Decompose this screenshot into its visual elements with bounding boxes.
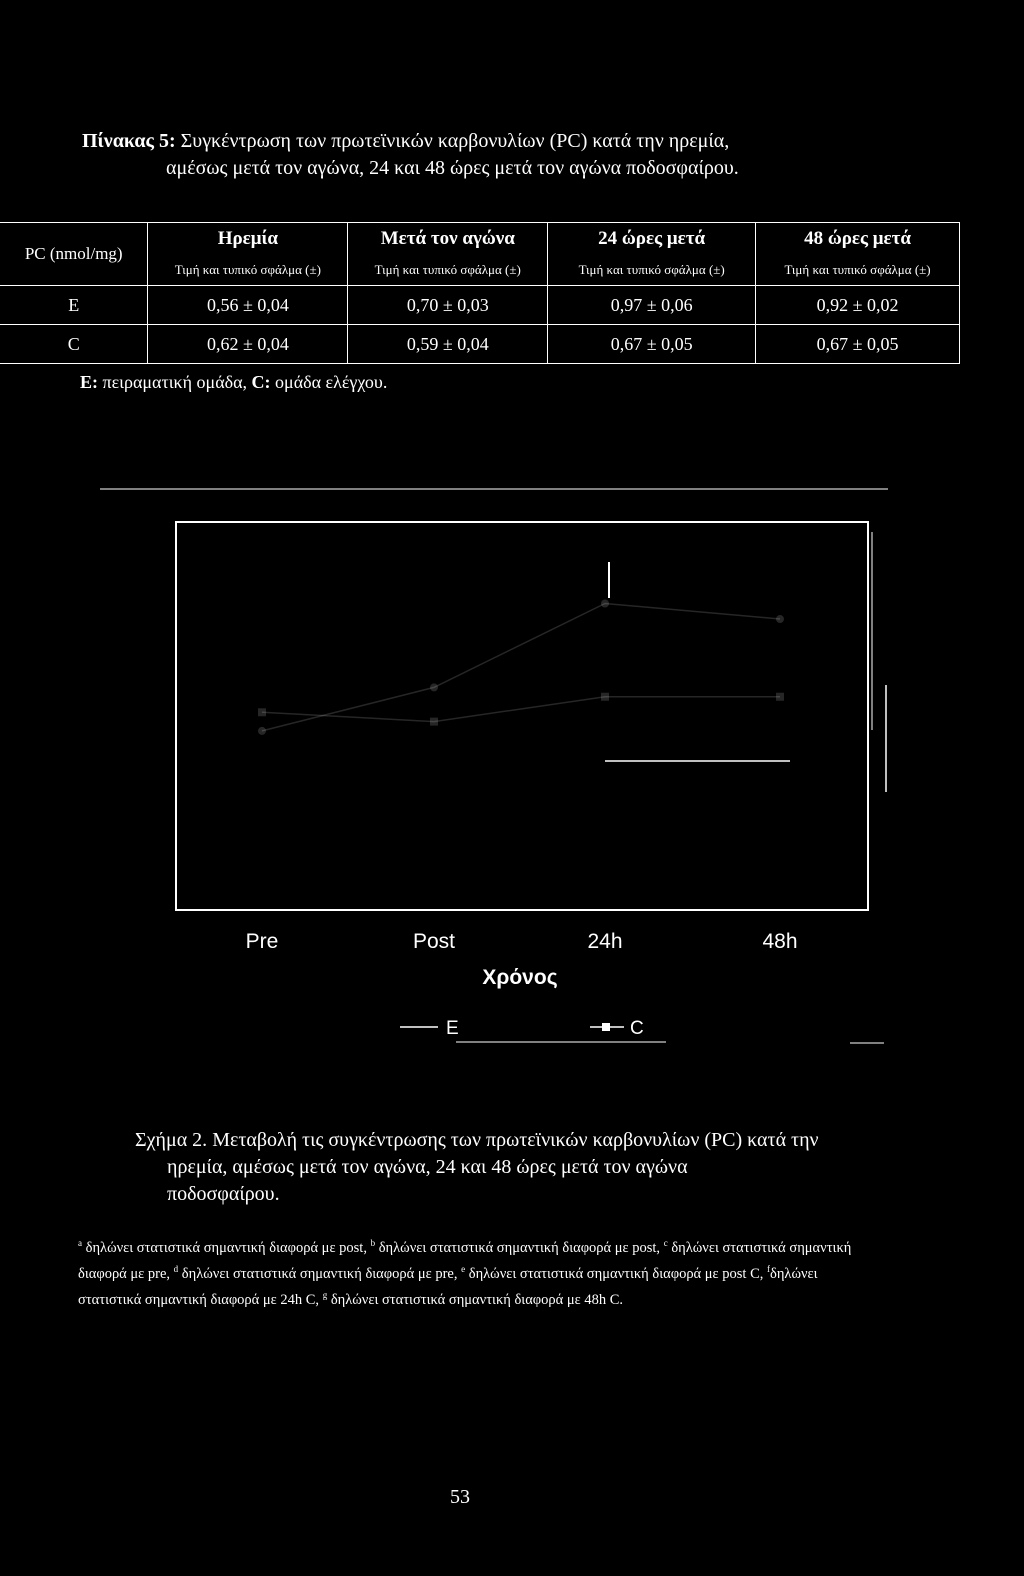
table-caption-line1: Συγκέντρωση των πρωτεϊνικών καρβονυλίων (PC) κατά την ηρεμία, <box>180 130 730 152</box>
column-header-24h: 24 ώρες μετά <box>548 223 756 256</box>
subheader-cell: Τιμή και τυπικό σφάλμα (±) <box>756 255 960 286</box>
data-point-c <box>258 708 266 716</box>
legend-e-key: E: <box>80 372 98 392</box>
table-caption-line2: αμέσως μετά τον αγώνα, 24 και 48 ώρες μετά τον αγώνα ποδοσφαίρου. <box>166 157 739 179</box>
table-cell: 0,67 ± 0,05 <box>548 325 756 364</box>
column-header-rest: Ηρεμία <box>148 223 348 256</box>
legend-c-text: ομάδα ελέγχου. <box>270 372 388 392</box>
note-marker-e: e <box>461 1263 466 1274</box>
x-tick-label: Pre <box>245 930 279 953</box>
x-tick-label: 24h <box>587 930 623 953</box>
subheader-cell: Τιμή και τυπικό σφάλμα (±) <box>148 255 348 286</box>
table-row <box>0 325 960 364</box>
table-cell: 0,92 ± 0,02 <box>756 286 960 325</box>
row-group-label: C <box>0 325 148 364</box>
note-text-b: δηλώνει στατιστικά σημαντική διαφορά με post, <box>375 1239 664 1256</box>
table-row <box>0 286 960 325</box>
figure-caption-label: Σχήμα 2. <box>135 1129 208 1151</box>
data-point-e <box>601 599 609 607</box>
figure-caption-line1: Μεταβολή τις συγκέντρωσης των πρωτεϊνικών καρβονυλίων (PC) κατά την <box>212 1129 819 1151</box>
series-line-c <box>262 697 780 722</box>
note-text-g: δηλώνει στατιστικά σημαντική διαφορά με 48h C. <box>327 1291 624 1308</box>
note-marker-f: f <box>767 1263 770 1274</box>
table-header-row <box>0 223 960 256</box>
note-text-c: δηλώνει στατιστικά σημαντική διαφορά με pre, <box>78 1239 852 1282</box>
column-header-post: Μετά τον αγώνα <box>348 223 548 256</box>
table-cell: 0,67 ± 0,05 <box>756 325 960 364</box>
table-cell: 0,70 ± 0,03 <box>348 286 548 325</box>
note-marker-a: a <box>78 1238 82 1248</box>
note-text-a: δηλώνει στατιστικά σημαντική διαφορά με post, <box>82 1239 371 1256</box>
table-cell: 0,97 ± 0,06 <box>548 286 756 325</box>
note-marker-d: d <box>173 1263 179 1274</box>
note-marker-b: b <box>370 1238 376 1248</box>
table-corner-cell: PC (nmol/mg) <box>0 223 148 286</box>
column-header-48h: 48 ώρες μετά <box>756 223 960 256</box>
figure-caption-line2: ηρεμία, αμέσως μετά τον αγώνα, 24 και 48 ώρες μετά τον αγώνα <box>167 1156 688 1178</box>
x-axis-label: Χρόνος <box>482 966 558 989</box>
subheader-cell: Τιμή και τυπικό σφάλμα (±) <box>548 255 756 286</box>
subheader-cell: Τιμή και τυπικό σφάλμα (±) <box>348 255 548 286</box>
table-cell: 0,56 ± 0,04 <box>148 286 348 325</box>
data-point-e <box>430 683 438 691</box>
data-point-c <box>430 718 438 726</box>
legend-label-c: C <box>630 1018 644 1039</box>
legend-e-text: πειραματική ομάδα, <box>98 372 252 392</box>
figure-notes <box>78 1233 868 1310</box>
figure-caption-line3: ποδοσφαίρου. <box>167 1183 280 1205</box>
x-tick-label: Post <box>412 930 456 953</box>
data-point-e <box>776 615 784 623</box>
data-point-c <box>776 693 784 701</box>
legend-c-key: C: <box>251 372 271 392</box>
plot-area <box>176 522 868 910</box>
row-group-label: E <box>0 286 148 325</box>
pc-table <box>0 222 960 364</box>
note-marker-c: c <box>663 1238 668 1248</box>
tick-layer <box>246 930 798 953</box>
figure-caption <box>135 1127 835 1208</box>
series-layer <box>258 562 790 761</box>
data-point-c <box>601 693 609 701</box>
note-text-e: δηλώνει στατιστικά σημαντική διαφορά με post C, <box>468 1265 767 1282</box>
table-cell: 0,59 ± 0,04 <box>348 325 548 364</box>
legend-marker-c <box>602 1023 610 1031</box>
data-point-e <box>258 727 266 735</box>
note-text-d: δηλώνει στατιστικά σημαντική διαφορά με pre, <box>178 1265 462 1282</box>
series-line-e <box>262 604 780 731</box>
note-marker-g: g <box>322 1289 328 1300</box>
table-cell: 0,62 ± 0,04 <box>148 325 348 364</box>
x-tick-label: 48h <box>762 930 798 953</box>
note-text-f: δηλώνει στατιστικά σημαντική διαφορά με 24h C, <box>78 1265 818 1308</box>
chart-legend <box>400 1018 666 1042</box>
page-number: 53 <box>450 1486 470 1508</box>
table-caption <box>82 128 982 182</box>
pc-line-chart <box>0 480 1024 1060</box>
table-caption-label: Πίνακας 5: <box>82 130 176 152</box>
table-legend <box>80 372 387 393</box>
legend-label-e: E <box>446 1018 459 1039</box>
